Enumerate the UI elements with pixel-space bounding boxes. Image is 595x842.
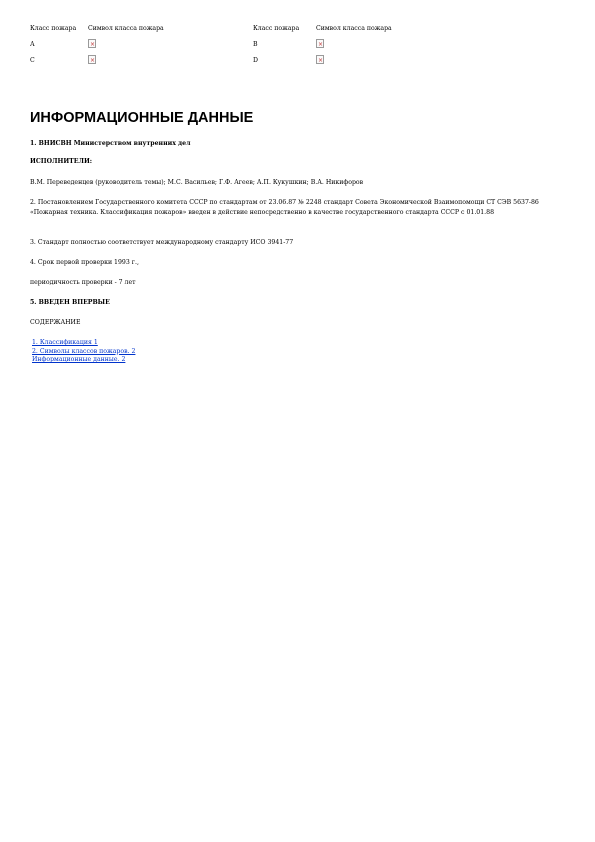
fire-class-a: А xyxy=(30,41,35,48)
fire-class-d: D xyxy=(253,57,258,64)
broken-image-icon: × xyxy=(318,41,324,48)
fire-class-symbol-table xyxy=(30,21,430,69)
info-paragraph-executors-label: ИСПОЛНИТЕЛИ: xyxy=(30,158,93,165)
info-paragraph-introduced: 5. ВВЕДЕН ВПЕРВЫЕ xyxy=(30,299,110,306)
info-paragraph-iso-compliance: 3. Стандарт полностью соответствует международному стандарту ИСО 3941-77 xyxy=(30,239,294,246)
table-of-contents xyxy=(32,339,135,365)
fire-class-b: В xyxy=(253,41,258,48)
toc-link-information-data[interactable]: Информационные данные. 2 xyxy=(32,356,126,363)
info-paragraph-developed-by: 1. ВНИСВН Министерством внутренних дел xyxy=(30,140,191,147)
table-row xyxy=(30,37,430,53)
info-paragraph-first-check: 4. Срок первой проверки 1993 г., xyxy=(30,259,139,266)
header-fire-class: Класс пожара xyxy=(30,25,77,32)
broken-image-icon: × xyxy=(90,41,96,48)
info-paragraph-approval: 2. Постановлением Государственного комитета СССР по стандартам от 23.06.87 № 2248 стандарт Совета Экономической Взаимопомощи СТ СЭВ 5637-86 «Пожарная техника. Классификация пожаров» введен в действие непосредственно в качестве государственного стандарта СССР с 01.01.88 xyxy=(30,199,539,216)
toc-link-classification[interactable]: 1. Классификация 1 xyxy=(32,339,98,346)
broken-image-icon: × xyxy=(318,57,324,64)
header-fire-class-2: Класс пожара xyxy=(253,25,300,32)
broken-image-icon: × xyxy=(90,57,96,64)
info-paragraph-check-period: периодичность проверки - 7 лет xyxy=(30,279,136,286)
fire-class-c: С xyxy=(30,57,35,64)
toc-link-fire-class-symbols[interactable]: 2. Символы классов пожаров. 2 xyxy=(32,347,136,355)
info-paragraph-executors: В.М. Переведенцев (руководитель темы); М.С. Васильев; Г.Ф. Агеев; А.П. Кукушкин; В.А. Никифоров xyxy=(30,179,364,186)
header-fire-class-symbol-2: Символ класса пожара xyxy=(316,25,392,32)
fire-class-d-symbol xyxy=(316,55,324,71)
table-row xyxy=(30,53,430,69)
info-heading: ИНФОРМАЦИОННЫЕ ДАННЫЕ xyxy=(30,110,254,126)
header-fire-class-symbol: Символ класса пожара xyxy=(88,25,164,32)
contents-title: СОДЕРЖАНИЕ xyxy=(30,319,81,326)
fire-class-c-symbol xyxy=(88,55,96,71)
table-header-row xyxy=(30,21,430,37)
